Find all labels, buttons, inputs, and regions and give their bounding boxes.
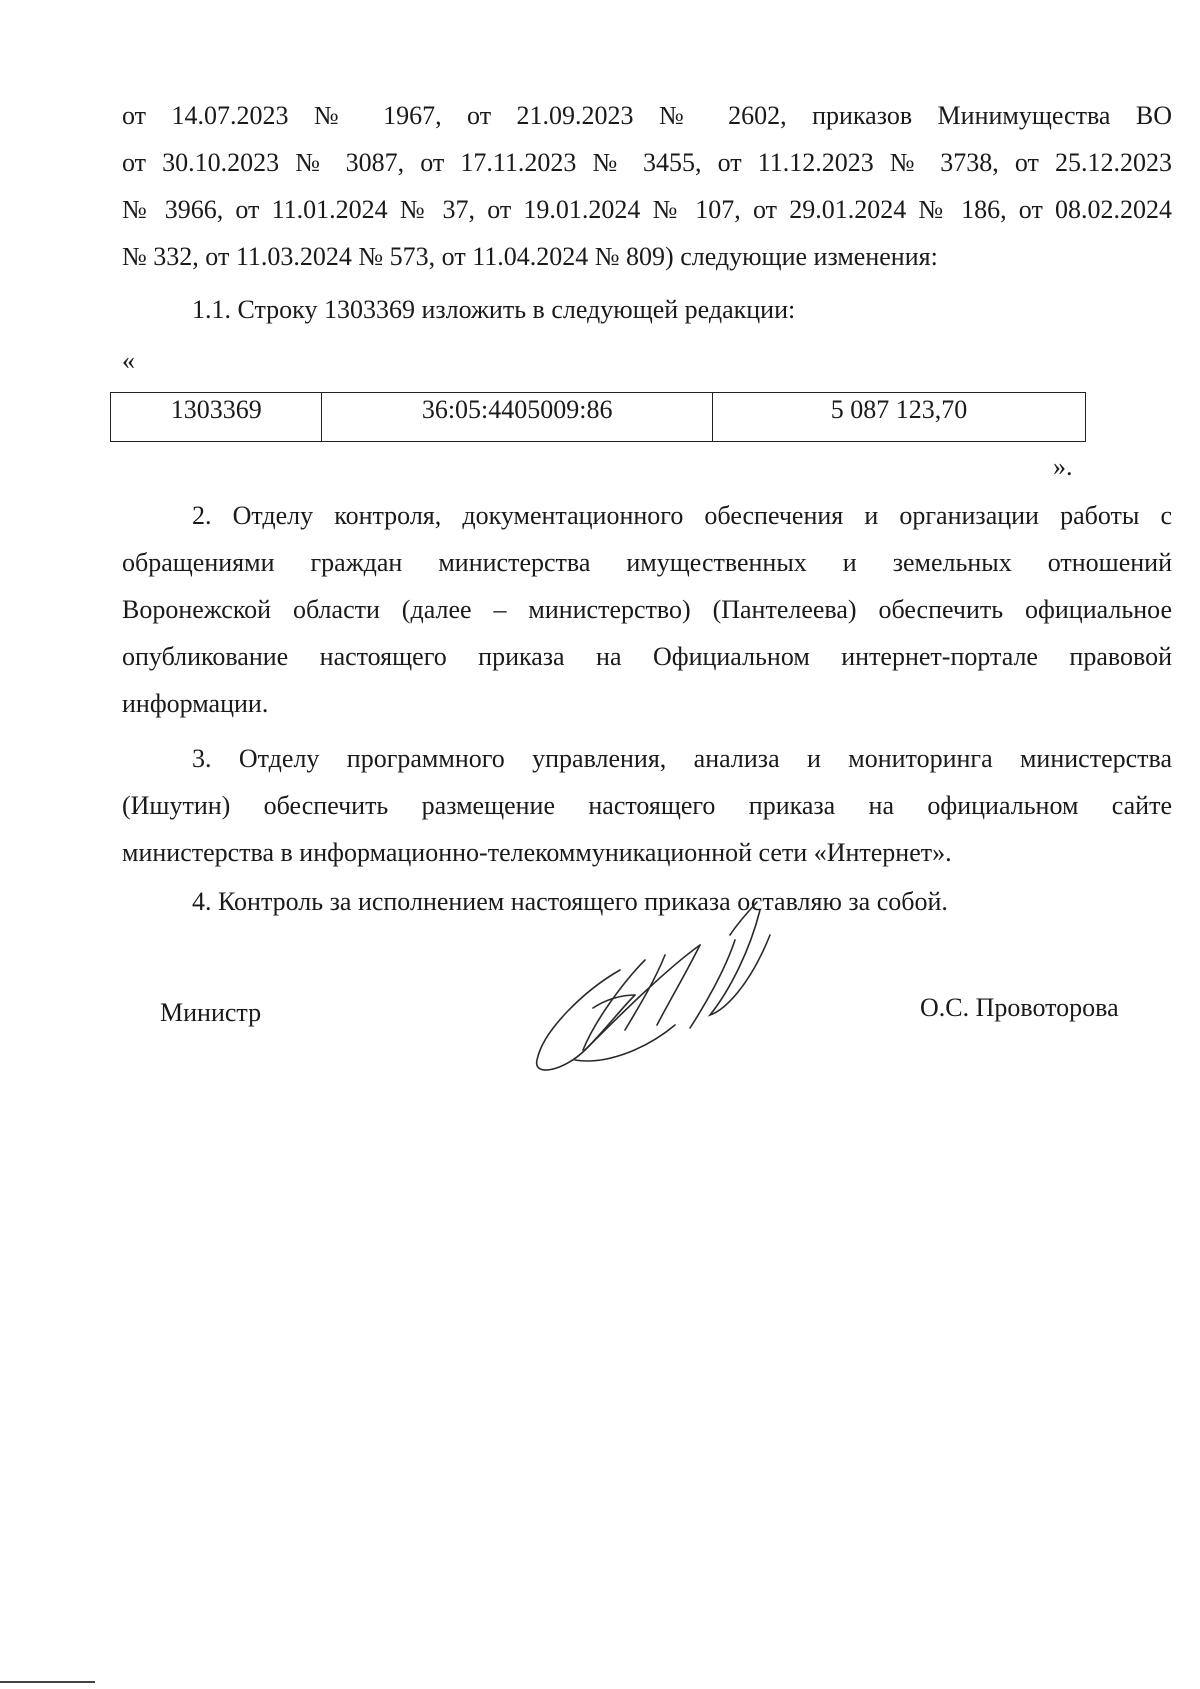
clause-3-line: 3. Отделу программного управления, анализа и мониторинга министерства bbox=[192, 744, 1172, 773]
clause-4-text: 4. Контроль за исполнением настоящего приказа оставляю за собой. bbox=[192, 887, 948, 916]
clause-2 bbox=[122, 492, 1172, 727]
table-cell-cadastral-number: 36:05:4405009:86 bbox=[322, 393, 712, 442]
clause-1-1-text: 1.1. Строку 1303369 изложить в следующей редакции: bbox=[192, 295, 796, 324]
clause-3-line: министерства в информационно-телекоммуникационной сети «Интернет». bbox=[122, 838, 952, 867]
clause-2-line: Воронежской области (далее – министерство) (Пантелеева) обеспечить официальное bbox=[122, 595, 1172, 624]
clause-1-1 bbox=[122, 286, 1172, 333]
table-row bbox=[111, 393, 1086, 442]
intro-line: № 3966, от 11.01.2024 № 37, от 19.01.2024 № 107, от 29.01.2024 № 186, от 08.02.2024 bbox=[122, 195, 1172, 224]
handwritten-signature bbox=[525, 900, 805, 1080]
signatory-title: Министр bbox=[160, 998, 262, 1027]
intro-line: от 14.07.2023 № 1967, от 21.09.2023 № 2602, приказов Минимущества ВО bbox=[122, 101, 1172, 130]
amendment-table bbox=[110, 392, 1086, 442]
intro-line: № 332, от 11.03.2024 № 573, от 11.04.2024 № 809) следующие изменения: bbox=[122, 242, 938, 271]
clause-2-line: информации. bbox=[122, 689, 269, 718]
clause-2-line: опубликование настоящего приказа на Официальном интернет-портале правовой bbox=[122, 642, 1172, 671]
clause-3 bbox=[122, 735, 1172, 876]
clause-3-line: (Ишутин) обеспечить размещение настоящего приказа на официальном сайте bbox=[122, 791, 1172, 820]
table-cell-cadastral-value: 5 087 123,70 bbox=[712, 393, 1085, 442]
table-cell-row-number: 1303369 bbox=[111, 393, 322, 442]
intro-paragraph bbox=[122, 92, 1172, 280]
closing-quote: ». bbox=[1053, 452, 1073, 481]
clause-2-line: 2. Отделу контроля, документационного обеспечения и организации работы с bbox=[192, 501, 1172, 530]
footer-divider bbox=[0, 1681, 95, 1683]
intro-line: от 30.10.2023 № 3087, от 17.11.2023 № 3455, от 11.12.2023 № 3738, от 25.12.2023 bbox=[122, 148, 1172, 177]
clause-2-line: обращениями граждан министерства имущественных и земельных отношений bbox=[122, 548, 1172, 577]
opening-quote: « bbox=[122, 346, 135, 375]
signatory-name: О.С. Провоторова bbox=[920, 993, 1119, 1022]
